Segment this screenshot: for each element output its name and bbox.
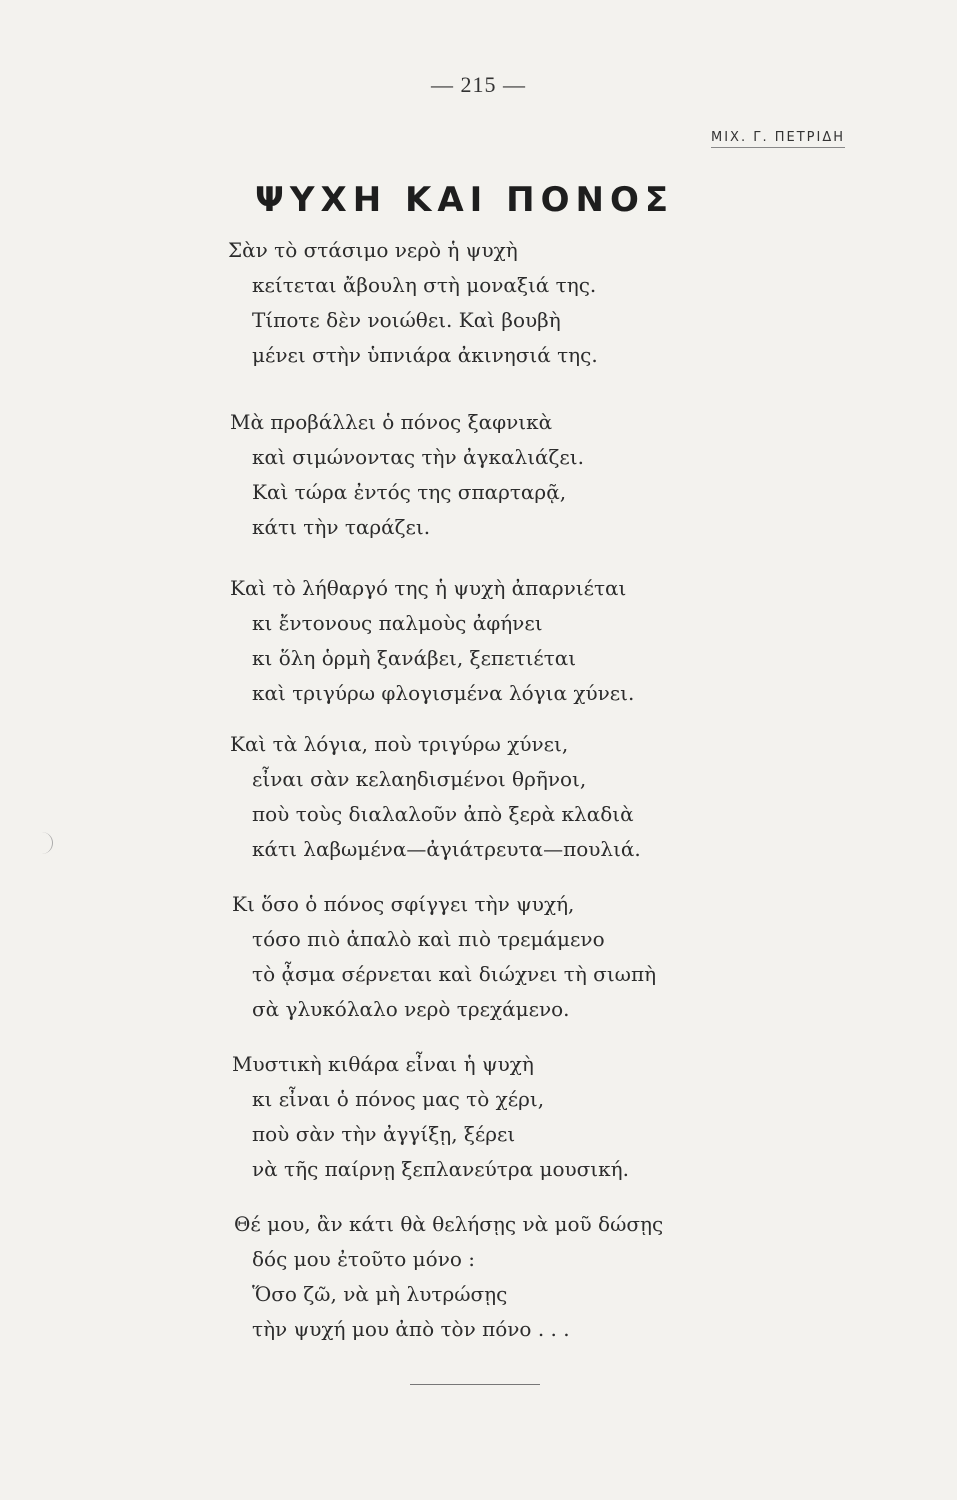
poem-line: ποὺ σὰν τὴν ἀγγίξῃ, ξέρει [252, 1122, 516, 1146]
poem-line: νὰ τῆς παίρνῃ ξεπλανεύτρα μουσική. [252, 1157, 629, 1181]
poem-line: τὴν ψυχή μου ἀπὸ τὸν πόνο . . . [252, 1317, 570, 1341]
poem-line: κι ἔντονους παλμοὺς ἀφήνει [252, 611, 543, 635]
poem-line: εἶναι σὰν κελαηδισμένοι θρῆνοι, [252, 767, 587, 791]
end-rule [410, 1384, 540, 1385]
poem-line: Θέ μου, ἂν κάτι θὰ θελήσῃς νὰ μοῦ δώσῃς [234, 1212, 664, 1236]
poem-line: Τίποτε δὲν νοιώθει. Καὶ βουβὴ [252, 308, 561, 332]
poem-line: Κι ὅσο ὁ πόνος σφίγγει τὴν ψυχή, [232, 892, 575, 916]
poem-line: Μὰ προβάλλει ὁ πόνος ξαφνικὰ [230, 410, 553, 434]
poem-line: Καὶ τὰ λόγια, ποὺ τριγύρω χύνει, [230, 732, 569, 756]
poem-line: καὶ τριγύρω φλογισμένα λόγια χύνει. [252, 681, 635, 705]
poem-line: Καὶ τὸ λήθαργό της ἡ ψυχὴ ἀπαρνιέται [230, 576, 627, 600]
poem-line: ποὺ τοὺς διαλαλοῦν ἀπὸ ξερὰ κλαδιὰ [252, 802, 634, 826]
poem-line: Σὰν τὸ στάσιμο νερὸ ἡ ψυχὴ [228, 238, 518, 262]
poem-line: κάτι τὴν ταράζει. [252, 515, 431, 539]
poem-line: μένει στὴν ὑπνιάρα ἀκινησιά της. [252, 343, 598, 367]
poem-line: δός μου ἐτοῦτο μόνο : [252, 1247, 475, 1271]
poem-line: κάτι λαβωμένα—ἀγιάτρευτα—πουλιά. [252, 837, 641, 861]
poem-title: ΨΥΧΗ ΚΑΙ ΠΟΝΟΣ [255, 180, 675, 220]
poem-line: καὶ σιμώνοντας τὴν ἀγκαλιάζει. [252, 445, 584, 469]
edge-mark [42, 832, 53, 854]
poem-line: σὰ γλυκόλαλο νερὸ τρεχάμενο. [252, 997, 570, 1021]
author-name: ΜΙΧ. Γ. ΠΕΤΡΙΔΗ [711, 130, 845, 148]
poem-line: κι εἶναι ὁ πόνος μας τὸ χέρι, [252, 1087, 545, 1111]
poem-line: Ὅσο ζῶ, νὰ μὴ λυτρώσῃς [252, 1282, 508, 1306]
page-number: — 215 — [431, 72, 526, 97]
poem-line: Μυστικὴ κιθάρα εἶναι ἡ ψυχὴ [232, 1052, 534, 1076]
poem-line: Καὶ τώρα ἐντός της σπαρταρᾷ, [252, 480, 567, 504]
poem-line: τόσο πιὸ ἁπαλὸ καὶ πιὸ τρεμάμενο [252, 927, 605, 951]
poem-line: κείτεται ἄβουλη στὴ μοναξιά της. [252, 273, 597, 297]
poem-line: κι ὅλη ὁρμὴ ξανάβει, ξεπετιέται [252, 646, 577, 670]
poem-line: τὸ ᾆσμα σέρνεται καὶ διώχνει τὴ σιωπὴ [252, 962, 657, 986]
